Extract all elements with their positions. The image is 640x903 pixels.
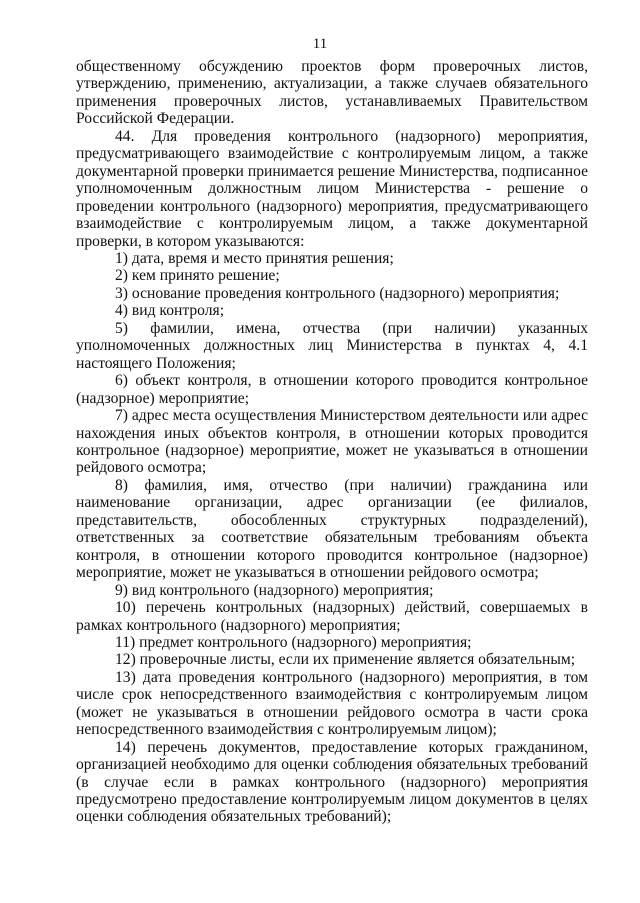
list-item-5: 5) фамилии, имена, отчества (при наличии) указанных уполномоченных должностных лиц Министерства в пунктах 4, 4.1 настоящего Положения;	[76, 319, 588, 372]
list-item-11: 11) предмет контрольного (надзорного) мероприятия;	[115, 633, 472, 651]
list-item-10: 10) перечень контрольных (надзорных) действий, совершаемых в рамках контрольного (надзорного) мероприятия;	[76, 599, 588, 634]
list-item-12: 12) проверочные листы, если их применение является обязательным;	[115, 651, 576, 669]
paragraph-continuation: общественному обсуждению проектов форм проверочных листов, утверждению, применению, актуализации, а также случаев обязательного применения проверочных листов, устанавливаемых Правительством Российской Федерации.	[76, 58, 588, 128]
list-item-2: 2) кем принято решение;	[115, 267, 280, 285]
paragraph-item-44: 44. Для проведения контрольного (надзорного) мероприятия, предусматривающего взаимодействие с контролируемым лицом, а также документарной проверки принимается решение Министерства, подписанное уполномоченным должностным лицом Министерства - решение о проведении контрольного (надзорного) мероприятия, предусматривающего взаимодействие с контролируемым лицом, а также документарной проверки, в котором указываются:	[76, 127, 588, 250]
list-item-13: 13) дата проведения контрольного (надзорного) мероприятия, в том числе срок непосредственного взаимодействия с контролируемым лицом (может не указываться в отношении рейдового осмотра в части срока непосредственного взаимодействия с контролируемым лицом);	[76, 668, 588, 739]
list-item-1: 1) дата, время и место принятия решения;	[115, 249, 394, 267]
list-item-3: 3) основание проведения контрольного (надзорного) мероприятия;	[115, 284, 560, 302]
list-item-6: 6) объект контроля, в отношении которого проводится контрольное (надзорное) мероприятие;	[76, 372, 588, 407]
list-item-4: 4) вид контроля;	[115, 302, 225, 320]
list-item-9: 9) вид контрольного (надзорного) мероприятия;	[115, 581, 434, 599]
list-item-8: 8) фамилия, имя, отчество (при наличии) гражданина или наименование организации, адрес организации (ее филиалов, представительств, обособленных структурных подразделений), ответственных за соответствие обязательным требованиям объекта контроля, в отношении которого проводится контрольное (надзорное) мероприятие, может не указываться в отношении рейдового осмотра;	[76, 476, 588, 582]
list-item-14: 14) перечень документов, предоставление которых гражданином, организацией необходимо для оценки соблюдения обязательных требований (в случае если в рамках контрольного (надзорного) мероприятия предусмотрено предоставление контролируемым лицом документов в целях оценки соблюдения обязательных требований);	[76, 738, 588, 826]
document-body	[76, 58, 588, 826]
list-item-7: 7) адрес места осуществления Министерством деятельности или адрес нахождения иных объектов контроля, в отношении которых проводится контрольное (надзорное) мероприятие, может не указываться в отношении рейдового осмотра;	[76, 407, 588, 477]
page-number: 11	[312, 36, 328, 52]
